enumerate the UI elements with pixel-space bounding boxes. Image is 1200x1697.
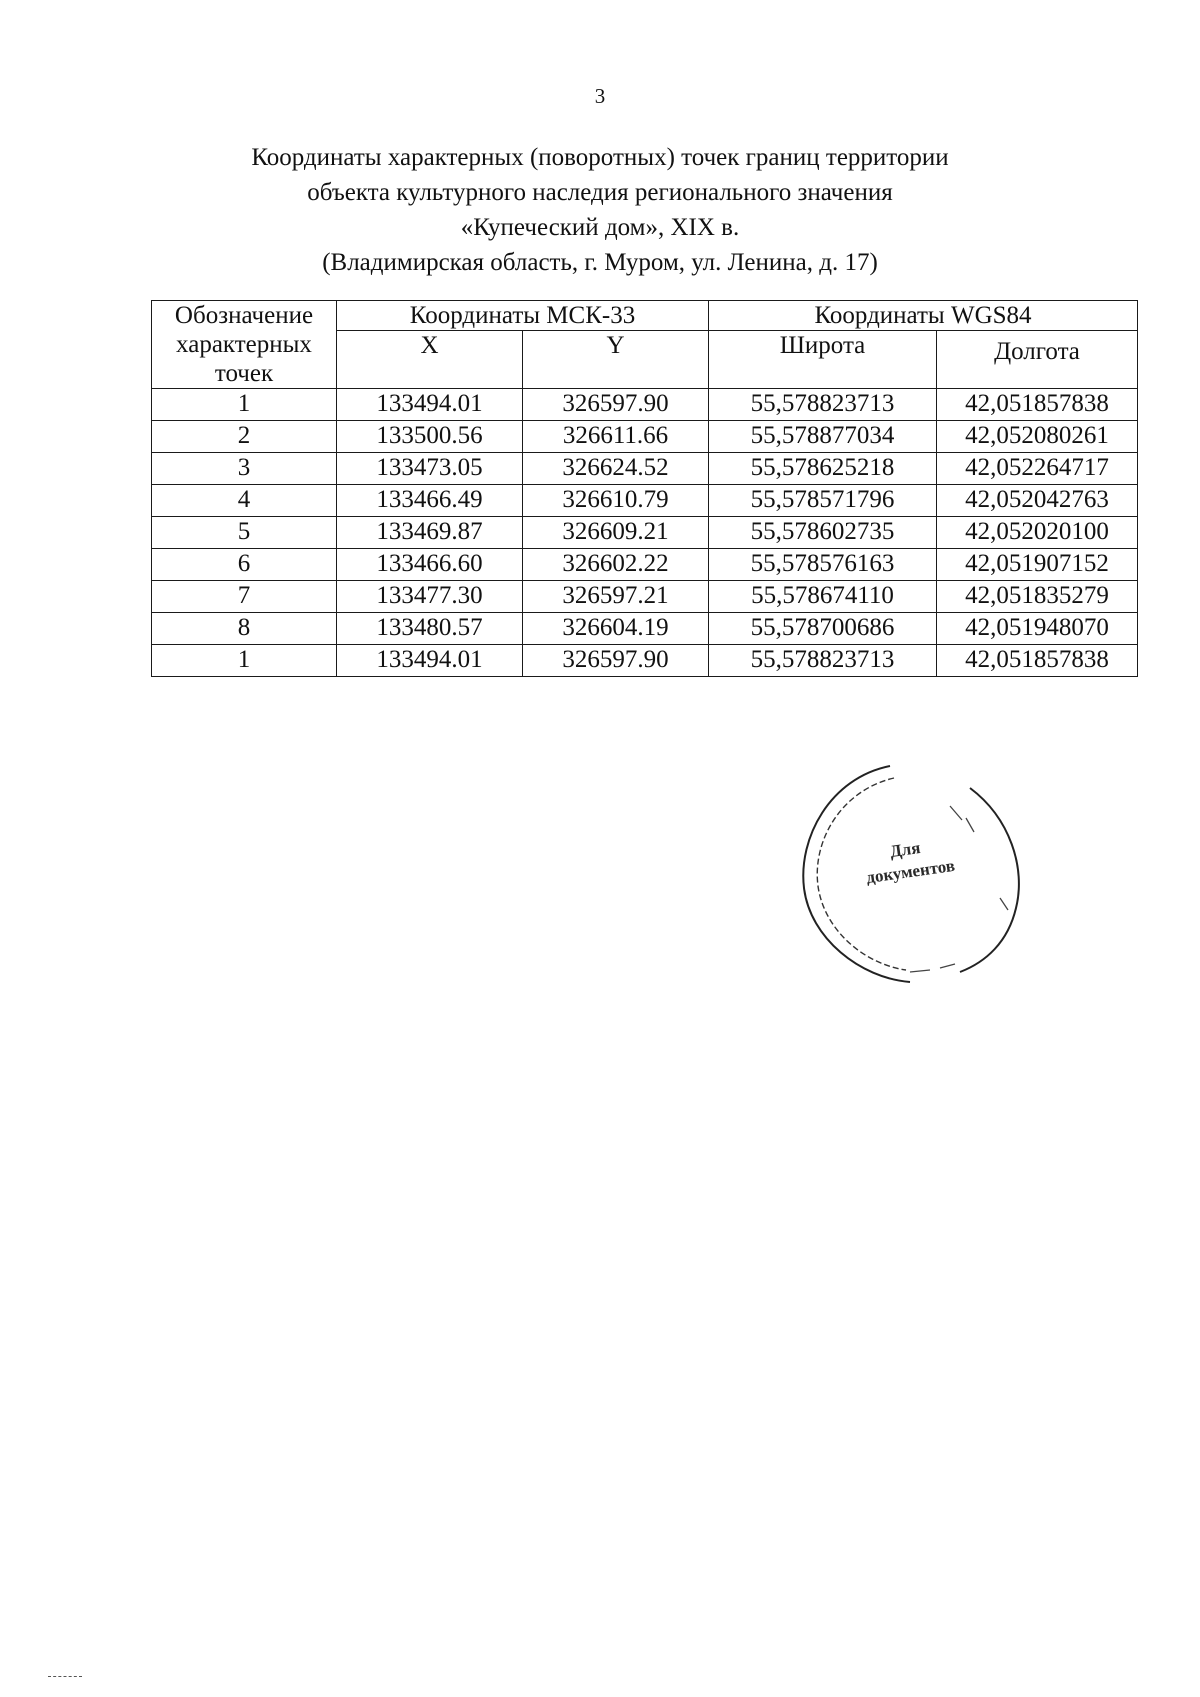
cell-latitude: 55,578674110 [709, 581, 937, 613]
cell-latitude: 55,578877034 [709, 421, 937, 453]
cell-x: 133500.56 [337, 421, 523, 453]
table-row [152, 549, 1138, 581]
cell-y: 326597.90 [523, 645, 709, 677]
cell-longitude: 42,051857838 [937, 645, 1138, 677]
stamp-text-line-1: Для [888, 837, 922, 862]
cell-y: 326604.19 [523, 613, 709, 645]
cell-longitude: 42,051907152 [937, 549, 1138, 581]
table-row [152, 421, 1138, 453]
header-designation-line-2: характерных [176, 331, 312, 358]
cell-point: 4 [152, 485, 337, 517]
cell-x: 133477.30 [337, 581, 523, 613]
cell-point: 5 [152, 517, 337, 549]
table-row [152, 453, 1138, 485]
cell-y: 326602.22 [523, 549, 709, 581]
header-designation [152, 301, 337, 389]
cell-latitude: 55,578602735 [709, 517, 937, 549]
cell-longitude: 42,052080261 [937, 421, 1138, 453]
header-designation-line-3: точек [214, 360, 274, 387]
cell-point: 1 [152, 645, 337, 677]
cell-latitude: 55,578625218 [709, 453, 937, 485]
cell-latitude: 55,578823713 [709, 389, 937, 421]
header-designation-line-1: Обозначение [174, 302, 314, 329]
cell-longitude: 42,052020100 [937, 517, 1138, 549]
table-row [152, 485, 1138, 517]
cell-y: 326597.90 [523, 389, 709, 421]
cell-point: 3 [152, 453, 337, 485]
stamp [790, 758, 1030, 990]
cell-x: 133494.01 [337, 645, 523, 677]
coordinates-table [151, 300, 1138, 677]
header-x: X [337, 331, 523, 389]
header-y: Y [523, 331, 709, 389]
header-msk33: Координаты МСК-33 [337, 301, 709, 331]
cell-y: 326609.21 [523, 517, 709, 549]
cell-y: 326597.21 [523, 581, 709, 613]
stamp-text-line-2: документов [865, 855, 957, 888]
cell-longitude: 42,051835279 [937, 581, 1138, 613]
cell-latitude: 55,578823713 [709, 645, 937, 677]
table-row [152, 645, 1138, 677]
table-row [152, 517, 1138, 549]
cell-point: 1 [152, 389, 337, 421]
cell-latitude: 55,578700686 [709, 613, 937, 645]
cell-point: 8 [152, 613, 337, 645]
cell-longitude: 42,051948070 [937, 613, 1138, 645]
cell-x: 133473.05 [337, 453, 523, 485]
cell-point: 7 [152, 581, 337, 613]
cell-longitude: 42,052042763 [937, 485, 1138, 517]
cell-latitude: 55,578571796 [709, 485, 937, 517]
footer-mark [48, 1676, 82, 1679]
table-row [152, 389, 1138, 421]
table-body [152, 389, 1138, 677]
cell-longitude: 42,052264717 [937, 453, 1138, 485]
header-longitude: Долгота [937, 331, 1138, 389]
document-title [150, 140, 1050, 280]
cell-point: 2 [152, 421, 337, 453]
title-line-4: (Владимирская область, г. Муром, ул. Ленина, д. 17) [322, 249, 878, 276]
cell-x: 133480.57 [337, 613, 523, 645]
table-row [152, 581, 1138, 613]
cell-longitude: 42,051857838 [937, 389, 1138, 421]
cell-x: 133494.01 [337, 389, 523, 421]
title-line-2: объекта культурного наследия регионального значения [307, 179, 893, 206]
cell-y: 326611.66 [523, 421, 709, 453]
cell-point: 6 [152, 549, 337, 581]
title-line-1: Координаты характерных (поворотных) точек границ территории [251, 144, 949, 171]
cell-x: 133466.49 [337, 485, 523, 517]
cell-x: 133466.60 [337, 549, 523, 581]
page-number: 3 [594, 84, 606, 108]
cell-y: 326624.52 [523, 453, 709, 485]
header-wgs84: Координаты WGS84 [709, 301, 1138, 331]
cell-latitude: 55,578576163 [709, 549, 937, 581]
title-line-3: «Купеческий дом», XIX в. [460, 214, 740, 241]
table-row [152, 613, 1138, 645]
cell-y: 326610.79 [523, 485, 709, 517]
cell-x: 133469.87 [337, 517, 523, 549]
header-latitude: Широта [709, 331, 937, 389]
